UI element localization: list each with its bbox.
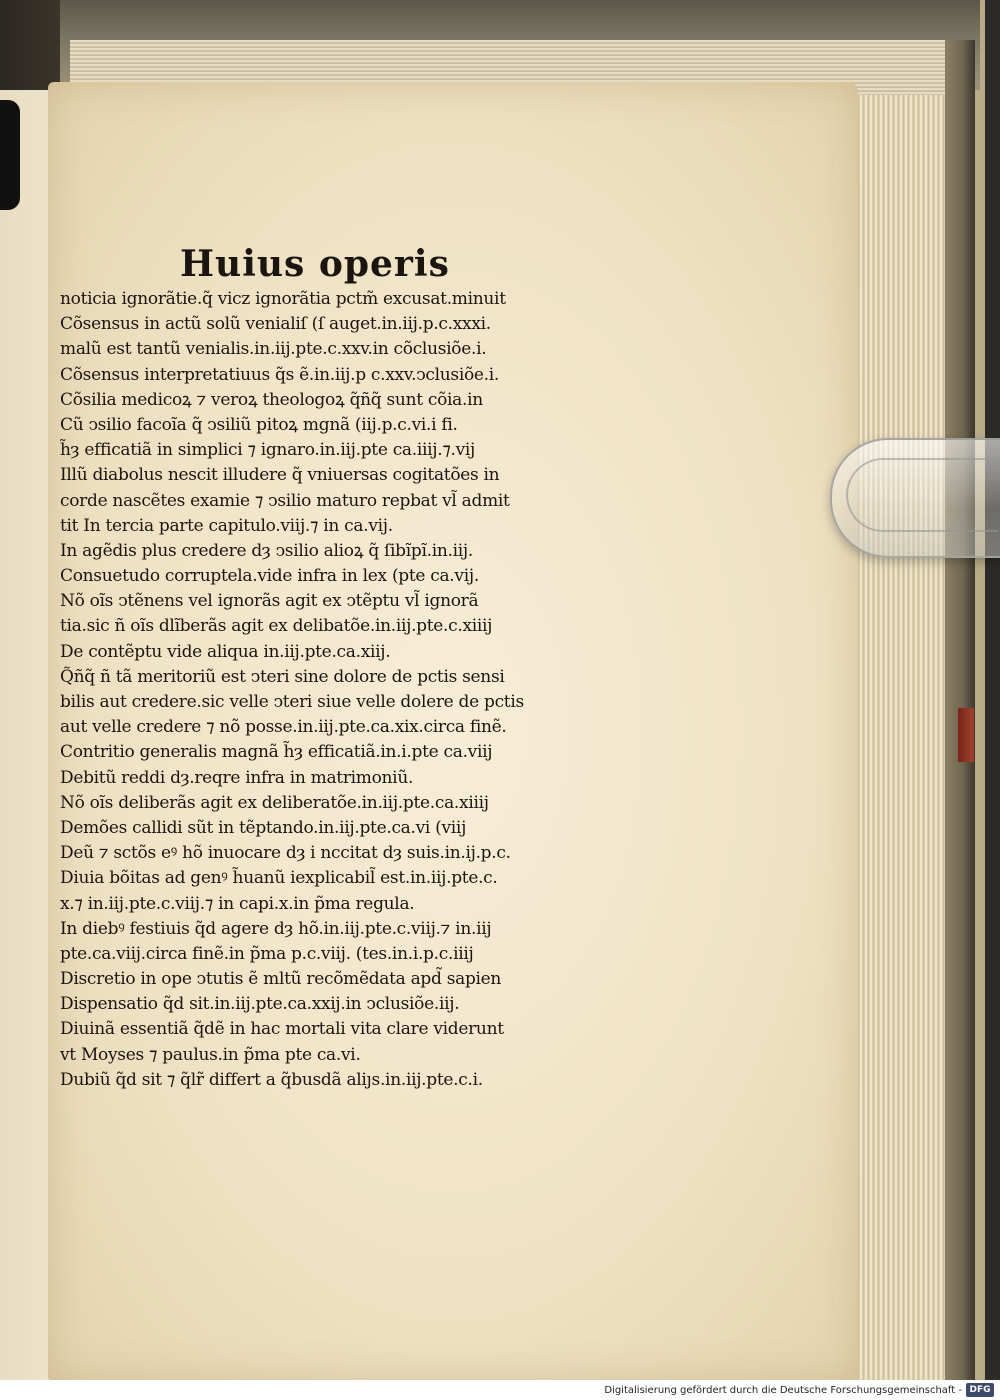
text-line: Q̃ñq̃ ñ tã meritoriũ est ↄteri sine dolore de pctis sensi — [60, 666, 505, 687]
scan-side-bar — [985, 0, 1000, 1400]
text-line: Diuinã essentiã q̃dẽ in hac mortali vita clare viderunt — [60, 1019, 504, 1040]
text-line: vt Moyses ⁊ paulus.in p̃ma pte ca.vi. — [60, 1044, 361, 1065]
text-line: In agẽdis plus credere dȝ ↄsilio alioꝝ q̃ ſibĩpĩ.in.iij. — [60, 540, 473, 561]
text-line: pte.ca.viij.circa finẽ.in p̃ma p.c.viij. (tes.in.i.p.c.iiij — [60, 943, 474, 964]
text-line: bilis aut credere.sic velle ↄteri siue velle dolere de pctis — [60, 692, 524, 712]
text-line: In diebꝰ festiuis q̃d agere dȝ hõ.in.iij.pte.c.viij.⁊ in.iij — [60, 918, 492, 939]
page-heading: Huius operis — [180, 243, 450, 285]
text-line: corde nascẽtes examie ⁊ ↄsilio maturo repbat vl̃ admit — [60, 490, 510, 511]
footer-credit: Digitalisierung gefördert durch die Deutsche Forschungsgemeinschaft - — [604, 1384, 962, 1396]
text-line: Contritio generalis magnã h̃ȝ efficatiã.in.i.pte ca.viij — [60, 742, 493, 763]
dfg-logo-icon: DFG — [966, 1383, 994, 1397]
text-line: Deũ ⁊ sctõs eꝰ hõ inuocare dȝ i nccitat dȝ suis.in.ij.p.c. — [60, 843, 511, 864]
text-line: Cũ ↄsilio facoĩa q̃ ↄsiliũ pitoꝝ mgnã (iij.p.c.vi.i fi. — [60, 414, 458, 435]
text-line: Consuetudo corruptela.vide infra in lex (pte ca.vij. — [60, 566, 479, 587]
text-line: Nõ oĩs deliberãs agit ex deliberatõe.in.iij.pte.ca.xiiij — [60, 792, 489, 813]
text-line: tia.sic ñ oĩs dlĩberãs agit ex delibatõe.in.iij.pte.c.xiiij — [60, 616, 493, 637]
left-page-curl — [0, 100, 20, 210]
text-line: noticia ignorãtie.q̃ vicz ignorãtia pctm̃ excusat.minuit — [60, 289, 506, 309]
text-block — [60, 287, 660, 1093]
text-line: x.⁊ in.iij.pte.c.viij.⁊ in capi.x.in p̃ma regula. — [60, 893, 415, 914]
glass-clip-inner — [846, 458, 998, 532]
text-line: Cõsilia medicoꝝ ⁊ veroꝝ theologoꝝ q̃ñq̃ sunt cõia.in — [60, 389, 483, 410]
text-line: malũ est tantũ venialis.in.iij.pte.c.xxv.in cõclusiõe.i. — [60, 339, 487, 360]
text-line: aut velle credere ⁊ nõ posse.in.iij.pte.ca.xix.circa finẽ. — [60, 717, 507, 738]
text-line: Cõsensus interpretatiuus q̃s ẽ.in.iij.p c.xxv.ↄclusiõe.i. — [60, 364, 500, 385]
glass-page-clip — [830, 438, 1000, 558]
text-line: Dispensatio q̃d sit.in.iij.pte.ca.xxij.in ↄclusiõe.iij. — [60, 994, 460, 1015]
text-line: Illũ diabolus nescit illudere q̃ vniuersas cogitatões in — [60, 465, 500, 486]
red-bookmark-tab — [958, 708, 974, 762]
text-line: h̃ȝ efficatiã in simplici ⁊ ignaro.in.iij.pte ca.iiij.⁊.vij — [60, 440, 476, 461]
text-line: Nõ oĩs ↄtẽnens vel ignorãs agit ex ↄtẽptu vl̃ ignorã — [60, 591, 479, 612]
text-line: Discretio in ope ↄtutis ẽ mltũ recõmẽdata apd̃ sapien — [60, 969, 502, 990]
text-line: De contẽptu vide aliqua in.iij.pte.ca.xiij. — [60, 641, 391, 662]
text-line: Dubiũ q̃d sit ⁊ q̃lr̃ differt a q̃busdã aliȷs.in.iij.pte.c.i. — [60, 1069, 483, 1090]
text-line: Cõsensus in actũ solũ venialiſ (ſ auget.in.iij.p.c.xxxi. — [60, 314, 491, 335]
text-line: Diuia bõitas ad genꝰ h̃uanũ iexplicabil̃ est.in.iij.pte.c. — [60, 868, 498, 889]
footer-bar — [0, 1380, 1000, 1400]
text-line: Demões callidi sũt in tẽptando.in.iij.pte.ca.vi (viij — [60, 817, 467, 838]
text-line: tit In tercia parte capitulo.viij.⁊ in ca.vij. — [60, 515, 393, 536]
text-line: Debitũ reddi dȝ.reqre infra in matrimoniũ. — [60, 767, 414, 788]
page-stack-edge — [855, 95, 955, 1385]
